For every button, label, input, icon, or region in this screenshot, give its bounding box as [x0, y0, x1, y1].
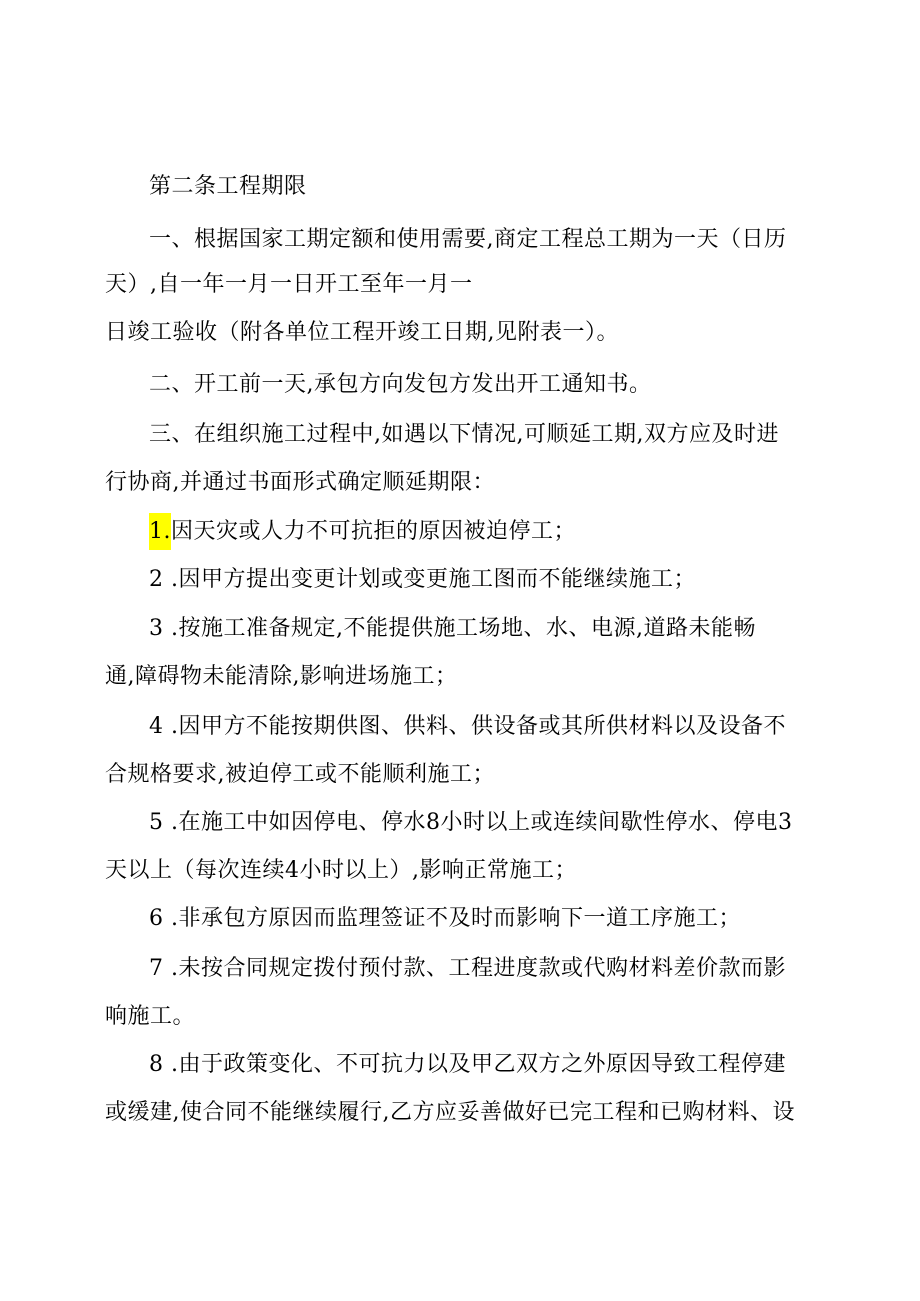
- list-item-2: 2 .因甲方提出变更计划或变更施工图而不能继续施工；: [149, 567, 696, 592]
- paragraph-1-line-2: 天）,自一年一月一日开工至年一月一: [105, 272, 473, 297]
- paragraph-3-line-1: 三、在组织施工过程中,如遇以下情况,可顺延工期,双方应及时进: [149, 422, 779, 447]
- list-item-6: 6 .非承包方原因而监理签证不及时而影响下一道工序施工；: [149, 906, 741, 931]
- list-item-5-line-1: 5 .在施工中如因停电、停水8小时以上或连续间歇性停水、停电3: [149, 810, 793, 835]
- paragraph-2: 二、开工前一天,承包方向发包方发出开工通知书。: [149, 372, 652, 397]
- list-item-4-line-1: 4 .因甲方不能按期供图、供料、供设备或其所供材料以及设备不: [149, 714, 786, 739]
- article-heading: 第二条工程期限: [149, 174, 307, 199]
- list-item-1-text: 因天灾或人力不可抗拒的原因被迫停工；: [171, 519, 577, 544]
- paragraph-3-line-2: 行协商,并通过书面形式确定顺延期限：: [105, 470, 495, 495]
- list-item-1: [0, 517, 920, 547]
- list-item-3-line-1: 3 .按施工准备规定,不能提供施工场地、水、电源,道路未能畅: [149, 616, 756, 641]
- list-item-5-line-2: 天以上（每次连续4小时以上）,影响正常施工；: [105, 858, 577, 883]
- list-item-4-line-2: 合规格要求,被迫停工或不能顺利施工；: [105, 762, 495, 787]
- list-item-3-line-2: 通,障碍物未能清除,影响进场施工；: [105, 664, 458, 689]
- paragraph-1-line-3: 日竣工验收（附各单位工程开竣工日期,见附表一）。: [105, 320, 619, 345]
- paragraph-1-line-1: 一、根据国家工期定额和使用需要,商定工程总工期为一天（日历: [149, 227, 787, 252]
- list-item-7-line-2: 响施工。: [105, 1004, 196, 1029]
- list-item-8-line-1: 8 .由于政策变化、不可抗力以及甲乙双方之外原因导致工程停建: [149, 1052, 786, 1077]
- highlighted-marker: 1.: [149, 513, 171, 550]
- list-item-8-line-2: 或缓建,使合同不能继续履行,乙方应妥善做好已完工程和已购材料、设: [105, 1100, 795, 1125]
- list-item-7-line-1: 7 .未按合同规定拨付预付款、工程进度款或代购材料差价款而影: [149, 956, 786, 981]
